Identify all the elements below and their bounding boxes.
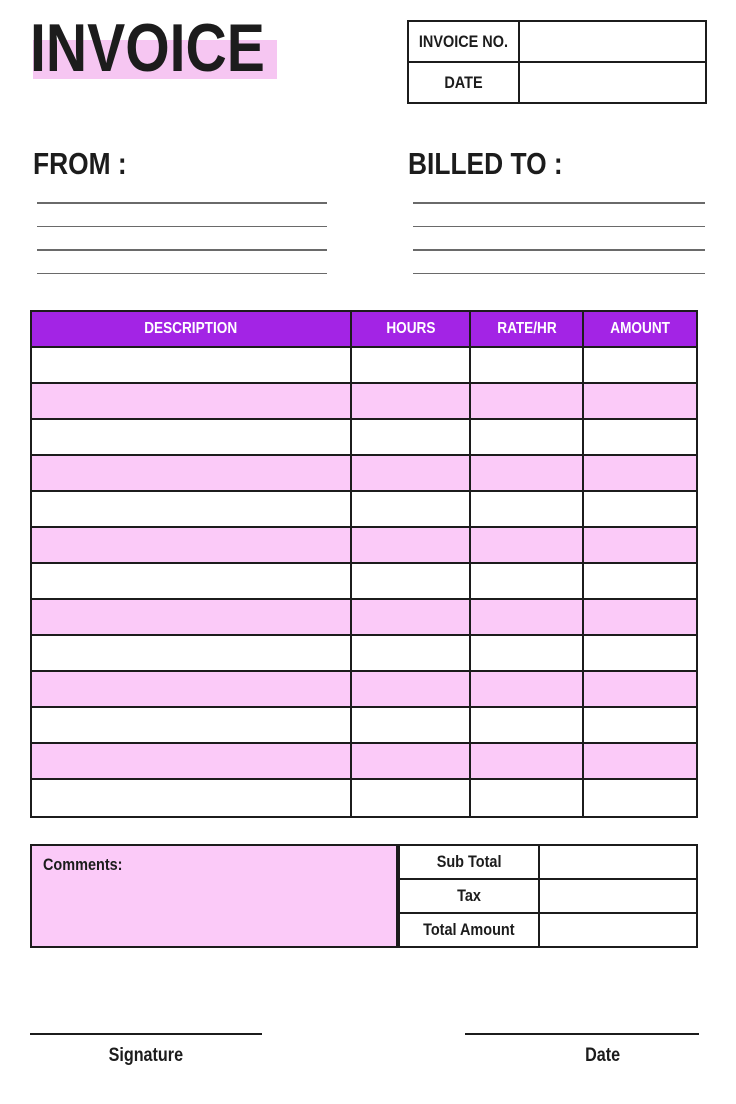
- summary-label-text: Total Amount: [423, 920, 515, 939]
- item-cell[interactable]: [32, 708, 350, 742]
- table-row: [32, 384, 696, 420]
- comments-label: Comments:: [43, 855, 123, 874]
- footer-date-label: Date: [585, 1045, 621, 1066]
- item-cell[interactable]: [350, 744, 469, 778]
- column-header-amount: [582, 312, 696, 346]
- summary-label-text: Tax: [457, 886, 481, 905]
- items-table-header: [32, 312, 696, 348]
- item-cell[interactable]: [350, 348, 469, 382]
- item-cell[interactable]: [469, 420, 582, 454]
- table-row: [32, 420, 696, 456]
- item-cell[interactable]: [32, 492, 350, 526]
- table-row: [32, 672, 696, 708]
- item-cell[interactable]: [582, 420, 696, 454]
- item-cell[interactable]: [582, 636, 696, 670]
- table-row: [32, 600, 696, 636]
- billed-to-line[interactable]: [413, 273, 705, 275]
- item-cell[interactable]: [32, 636, 350, 670]
- column-header-text: AMOUNT: [610, 320, 670, 337]
- item-cell[interactable]: [582, 456, 696, 490]
- item-cell[interactable]: [582, 492, 696, 526]
- table-row: [32, 744, 696, 780]
- item-cell[interactable]: [350, 600, 469, 634]
- billed-to-line[interactable]: [413, 249, 705, 251]
- item-cell[interactable]: [32, 456, 350, 490]
- item-cell[interactable]: [32, 528, 350, 562]
- summary-row: [398, 844, 698, 880]
- table-row: [32, 456, 696, 492]
- item-cell[interactable]: [582, 672, 696, 706]
- item-cell[interactable]: [350, 708, 469, 742]
- item-cell[interactable]: [350, 564, 469, 598]
- item-cell[interactable]: [350, 456, 469, 490]
- item-cell[interactable]: [350, 420, 469, 454]
- invoice-no-field[interactable]: [518, 22, 705, 61]
- items-table: [30, 310, 698, 818]
- item-cell[interactable]: [582, 744, 696, 778]
- item-cell[interactable]: [32, 384, 350, 418]
- from-label: FROM :: [33, 146, 127, 181]
- item-cell[interactable]: [582, 564, 696, 598]
- summary-label-tax: [400, 880, 538, 912]
- date-line[interactable]: [465, 1033, 699, 1035]
- item-cell[interactable]: [582, 708, 696, 742]
- item-cell[interactable]: [32, 672, 350, 706]
- item-cell[interactable]: [350, 780, 469, 816]
- column-header-text: HOURS: [385, 320, 436, 337]
- item-cell[interactable]: [32, 744, 350, 778]
- item-cell[interactable]: [469, 708, 582, 742]
- summary-label-total-amount: [400, 914, 538, 946]
- column-header-text: RATE/HR: [496, 320, 557, 337]
- items-table-body: [32, 348, 696, 816]
- date-label-text: DATE: [444, 72, 483, 92]
- table-row: [32, 528, 696, 564]
- item-cell[interactable]: [469, 672, 582, 706]
- billed-to-label: BILLED TO :: [408, 146, 563, 181]
- comments-field[interactable]: [30, 844, 398, 948]
- table-row: [32, 348, 696, 384]
- item-cell[interactable]: [350, 492, 469, 526]
- item-cell[interactable]: [350, 384, 469, 418]
- item-cell[interactable]: [582, 600, 696, 634]
- table-row: [32, 780, 696, 816]
- tax-field[interactable]: [538, 880, 696, 912]
- invoice-no-label: [409, 22, 518, 61]
- from-line[interactable]: [37, 226, 327, 228]
- item-cell[interactable]: [582, 780, 696, 816]
- summary-row: [398, 878, 698, 914]
- table-row: [32, 636, 696, 672]
- summary-row: [398, 912, 698, 948]
- item-cell[interactable]: [469, 492, 582, 526]
- invoice-no-row: [409, 22, 705, 61]
- item-cell[interactable]: [350, 672, 469, 706]
- invoice-meta-box: [407, 20, 707, 104]
- item-cell[interactable]: [469, 564, 582, 598]
- item-cell[interactable]: [32, 600, 350, 634]
- item-cell[interactable]: [350, 636, 469, 670]
- date-field[interactable]: [518, 63, 705, 102]
- item-cell[interactable]: [469, 456, 582, 490]
- from-line[interactable]: [37, 249, 327, 251]
- column-header-text: DESCRIPTION: [144, 320, 238, 337]
- sub-total-field[interactable]: [538, 846, 696, 878]
- signature-label: Signature: [108, 1045, 184, 1066]
- item-cell[interactable]: [582, 384, 696, 418]
- summary-label-text: Sub Total: [436, 852, 502, 871]
- date-label: [409, 63, 518, 102]
- invoice-no-label-text: INVOICE NO.: [418, 31, 509, 51]
- item-cell[interactable]: [582, 528, 696, 562]
- table-row: [32, 492, 696, 528]
- item-cell[interactable]: [469, 780, 582, 816]
- from-line[interactable]: [37, 273, 327, 275]
- table-row: [32, 708, 696, 744]
- item-cell[interactable]: [469, 600, 582, 634]
- item-cell[interactable]: [32, 420, 350, 454]
- item-cell[interactable]: [469, 384, 582, 418]
- item-cell[interactable]: [32, 348, 350, 382]
- item-cell[interactable]: [469, 528, 582, 562]
- item-cell[interactable]: [469, 348, 582, 382]
- item-cell[interactable]: [469, 636, 582, 670]
- billed-to-line[interactable]: [413, 226, 705, 228]
- column-header-hours: [350, 312, 469, 346]
- item-cell[interactable]: [350, 528, 469, 562]
- item-cell[interactable]: [32, 564, 350, 598]
- signature-line[interactable]: [30, 1033, 262, 1035]
- column-header-description: [32, 312, 350, 346]
- item-cell[interactable]: [582, 348, 696, 382]
- total-amount-field[interactable]: [538, 914, 696, 946]
- item-cell[interactable]: [469, 744, 582, 778]
- billed-to-line[interactable]: [413, 202, 705, 204]
- column-header-rate-hr: [469, 312, 582, 346]
- summary-label-sub-total: [400, 846, 538, 878]
- table-row: [32, 564, 696, 600]
- summary-box: [398, 844, 698, 948]
- invoice-title: INVOICE: [30, 10, 265, 86]
- from-line[interactable]: [37, 202, 327, 204]
- item-cell[interactable]: [32, 780, 350, 816]
- date-row: [409, 61, 705, 102]
